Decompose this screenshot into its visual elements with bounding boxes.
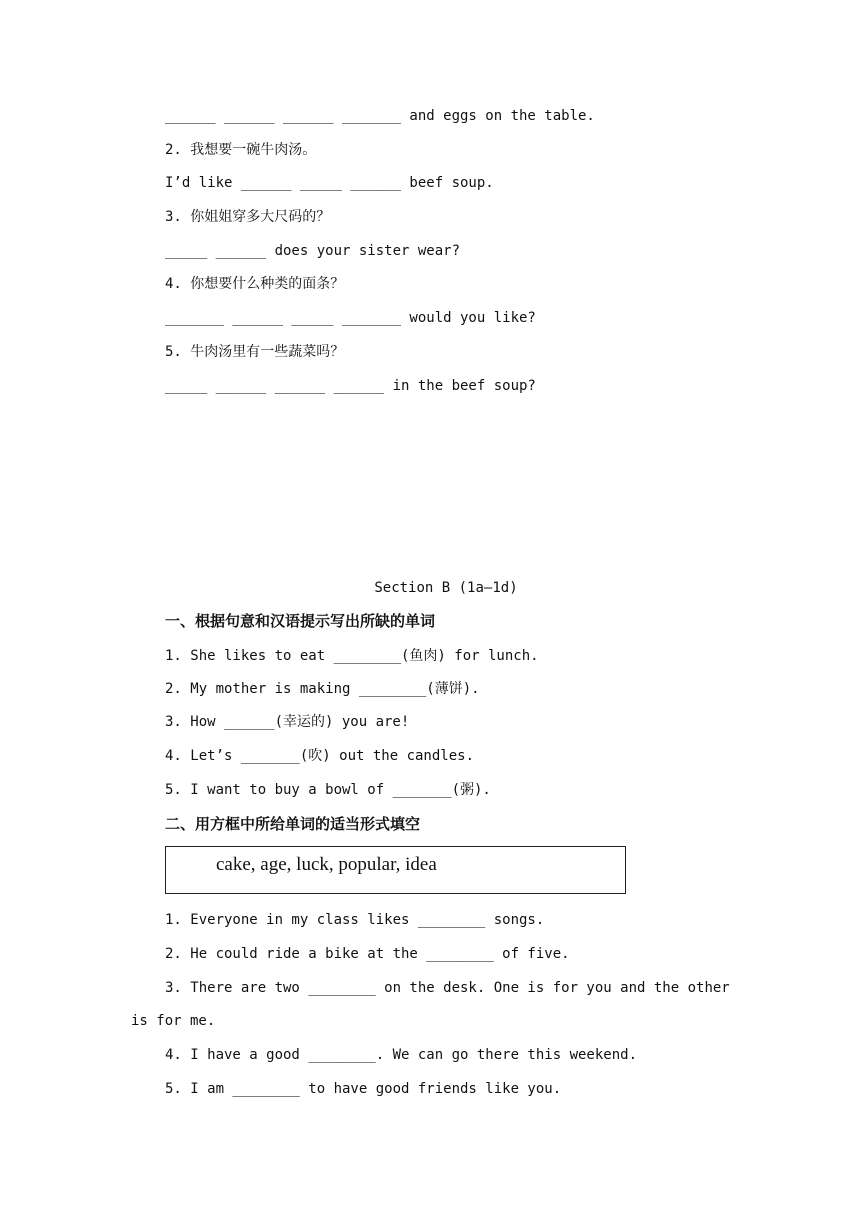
part2-item-4: 4. I have a good ________. We can go there this weekend.: [165, 1047, 638, 1063]
part1-item-5: 5. I want to buy a bowl of _______(粥).: [165, 782, 491, 798]
top-line-3: I’d like ______ _____ ______ beef soup.: [165, 175, 494, 191]
top-line-6: 4. 你想要什么种类的面条？: [165, 276, 345, 292]
part2-heading: 二、用方框中所给单词的适当形式填空: [165, 815, 421, 833]
section-title: Section B (1a—1d): [374, 580, 518, 596]
top-line-2: 2. 我想要一碗牛肉汤。: [165, 142, 317, 158]
part1-item-3: 3. How ______(幸运的) you are!: [165, 714, 410, 730]
part2-item-1: 1. Everyone in my class likes ________ songs.: [165, 912, 545, 928]
part2-item-2: 2. He could ride a bike at the ________ of five.: [165, 946, 570, 962]
top-line-1: ______ ______ ______ _______ and eggs on the table.: [165, 108, 595, 124]
top-line-7: _______ ______ _____ _______ would you like?: [165, 310, 536, 326]
top-line-9: _____ ______ ______ ______ in the beef soup?: [165, 378, 536, 394]
word-box: [165, 846, 626, 894]
part1-item-2: 2. My mother is making ________(薄饼).: [165, 681, 480, 697]
part1-item-4: 4. Let’s _______(吹) out the candles.: [165, 748, 475, 764]
part2-item-5: 5. I am ________ to have good friends like you.: [165, 1081, 562, 1097]
word-box-text: cake, age, luck, popular, idea: [216, 854, 437, 875]
top-line-8: 5. 牛肉汤里有一些蔬菜吗？: [165, 344, 345, 360]
part2-item-3: 3. There are two ________ on the desk. One is for you and the other: [165, 980, 730, 996]
top-line-4: 3. 你姐姐穿多大尺码的？: [165, 209, 331, 225]
part2-item-3-cont: is for me.: [131, 1013, 216, 1029]
top-line-5: _____ ______ does your sister wear?: [165, 243, 461, 259]
part1-item-1: 1. She likes to eat ________(鱼肉) for lunch.: [165, 648, 539, 664]
part1-heading: 一、根据句意和汉语提示写出所缺的单词: [165, 612, 436, 630]
